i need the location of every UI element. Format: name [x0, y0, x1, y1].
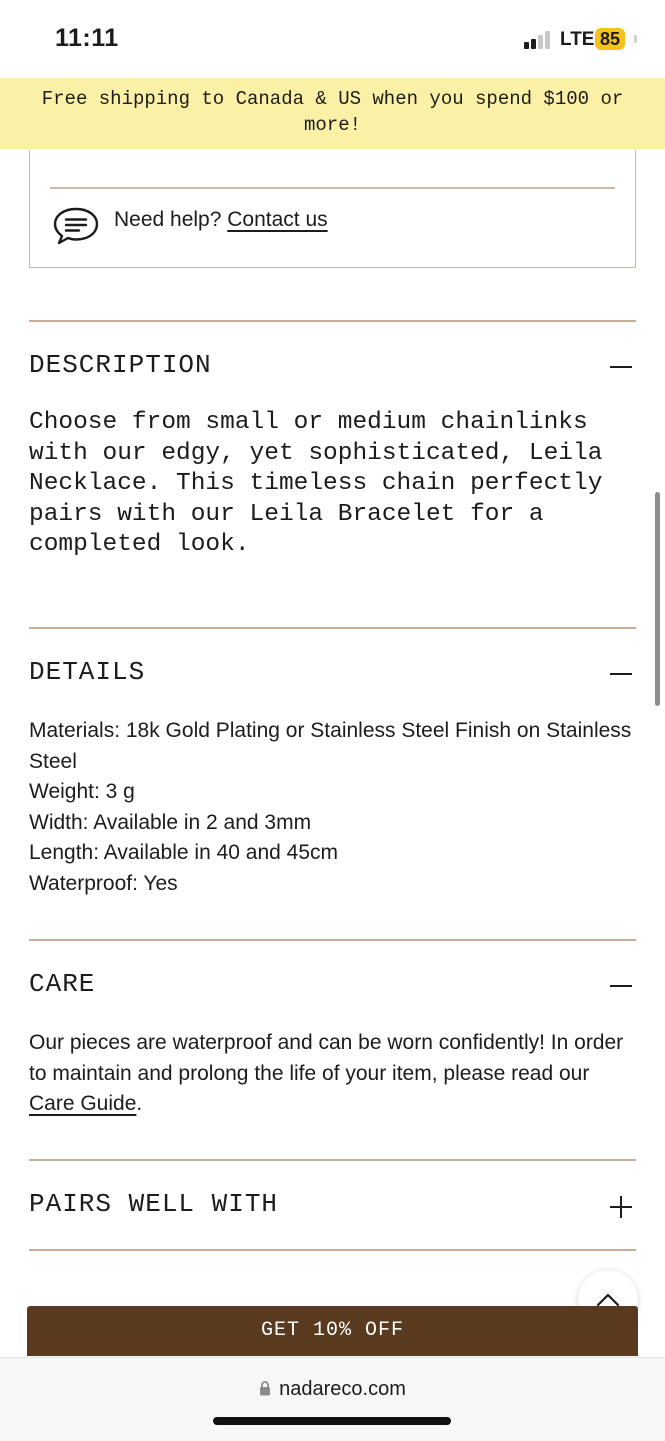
details-line: Width: Available in 2 and 3mm — [29, 810, 312, 834]
chat-bubble-icon — [52, 206, 100, 246]
pairs-well-with-expand-button[interactable] — [606, 1193, 634, 1221]
browser-url-bar[interactable] — [0, 1357, 665, 1441]
section-divider — [29, 627, 636, 629]
url-display[interactable] — [0, 1378, 665, 1401]
details-title[interactable]: DETAILS — [29, 657, 146, 687]
care-collapse-button[interactable] — [606, 972, 634, 1000]
section-divider — [29, 320, 636, 322]
minus-icon — [610, 366, 632, 368]
help-box — [29, 150, 636, 268]
network-type: LTE — [560, 29, 595, 50]
battery-level: 85 — [595, 28, 625, 50]
description-text: Choose from small or medium chainlinks with our edgy, yet sophisticated, Leila Necklace. This timeless chain perfectly pairs with our Leila Bracelet for a completed look. — [29, 409, 603, 558]
description-title[interactable]: DESCRIPTION — [29, 350, 212, 380]
battery-tip — [634, 35, 637, 43]
details-list — [29, 716, 639, 900]
pairs-well-with-title[interactable]: PAIRS WELL WITH — [29, 1189, 279, 1219]
details-line: Weight: 3 g — [29, 780, 135, 804]
discount-cta-button[interactable]: GET 10% OFF — [27, 1306, 638, 1356]
details-collapse-button[interactable] — [606, 660, 634, 688]
status-time: 11:11 — [55, 24, 119, 52]
care-title[interactable]: CARE — [29, 969, 96, 999]
description-collapse-button[interactable] — [606, 353, 634, 381]
details-line: Length: Available in 40 and 45cm — [29, 841, 339, 865]
care-text — [29, 1028, 639, 1120]
lock-icon — [259, 1381, 271, 1396]
status-bar — [0, 0, 665, 78]
care-text-before: Our pieces are waterproof and can be worn confidently! In order to maintain and prolong the life of your item, please read our — [29, 1031, 624, 1085]
details-line: Materials: 18k Gold Plating or Stainless Steel Finish on Stainless Steel — [29, 719, 632, 773]
care-text-after: . — [136, 1092, 143, 1116]
help-text — [114, 208, 328, 232]
signal-icon — [524, 31, 554, 49]
minus-icon — [610, 985, 632, 987]
section-divider — [29, 1249, 636, 1251]
care-guide-link[interactable]: Care Guide — [29, 1092, 137, 1116]
details-line: Waterproof: Yes — [29, 871, 178, 895]
section-divider — [29, 939, 636, 941]
promo-banner — [0, 78, 665, 149]
minus-icon — [610, 673, 632, 675]
url-text: nadareco.com — [279, 1378, 406, 1400]
contact-us-link[interactable]: Contact us — [227, 208, 328, 231]
home-indicator[interactable] — [213, 1417, 451, 1425]
scrollbar-thumb[interactable] — [655, 492, 660, 706]
help-prefix: Need help? — [114, 208, 228, 231]
help-box-divider — [50, 187, 615, 189]
promo-text: Free shipping to Canada & US when you spend $100 or more! — [41, 88, 624, 136]
section-divider — [29, 1159, 636, 1161]
